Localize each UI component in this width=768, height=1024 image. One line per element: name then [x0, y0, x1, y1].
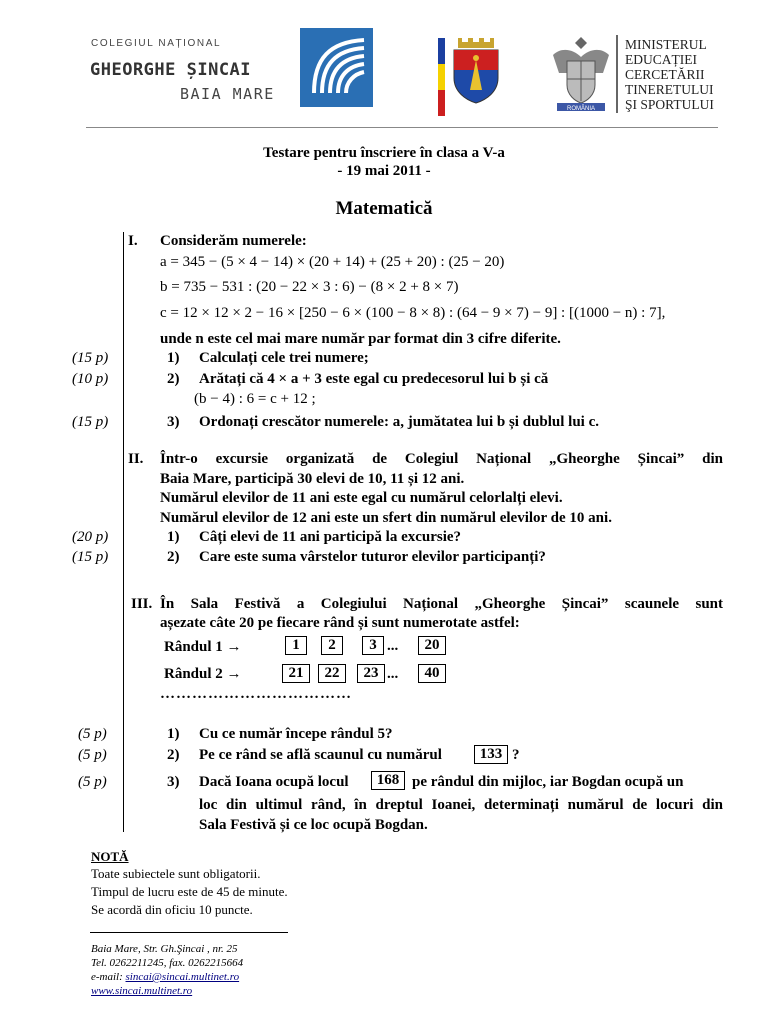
points: (15 p) [72, 549, 109, 565]
romania-coat-of-arms-icon [547, 33, 615, 113]
definition-n: unde n este cel mai mare număr par format din 3 cifre diferite. [160, 331, 561, 347]
problem-text: În Sala Festivă a Colegiului Național „Gheorghe Șincai” scaunele sunt [160, 596, 723, 612]
seat-box: 22 [318, 664, 346, 683]
school-name: GHEORGHE ȘINCAI [90, 60, 252, 80]
section-number: I. [128, 233, 138, 249]
seat-box: 3 [362, 636, 384, 655]
ellipsis: ... [387, 638, 399, 654]
points: (10 p) [72, 371, 109, 387]
item-number: 1) [167, 529, 180, 545]
seat-box: 1 [285, 636, 307, 655]
item-number: 3) [167, 774, 180, 790]
problem-text: așezate câte 20 pe fiecare rând și sunt numerotate astfel: [160, 615, 520, 631]
seat-box: 23 [357, 664, 385, 683]
item-text: Care este suma vârstelor tuturor elevilor participanți? [199, 549, 546, 565]
footer-address: Baia Mare, Str. Gh.Şincai , nr. 25 [91, 943, 238, 955]
ministry-line: EDUCAȚIEI [625, 52, 697, 67]
subject-title: Matematică [335, 198, 433, 219]
problem-text: Într-o excursie organizată de Colegiul Național „Gheorghe Șincai” din [160, 451, 723, 467]
website-link[interactable]: www.sincai.multinet.ro [91, 985, 193, 997]
item-number: 2) [167, 747, 180, 763]
item-text: Dacă Ioana ocupă locul [199, 774, 349, 790]
footer-website [91, 985, 192, 997]
test-title: Testare pentru înscriere în clasa a V-a [263, 145, 505, 161]
ministry-line: ŞI SPORTULUI [625, 97, 714, 112]
ellipsis: ... [387, 666, 399, 682]
points: (15 p) [72, 414, 109, 430]
section-number: II. [128, 451, 144, 467]
item-text: loc din ultimul rând, în dreptul Ioanei, determinați numărul de locuri din [199, 797, 723, 813]
row-label: Rândul 1 → [164, 639, 242, 655]
seat-box: 133 [474, 745, 508, 764]
points: (5 p) [78, 726, 107, 742]
flag-stripe-icon [438, 38, 445, 116]
seat-box: 2 [321, 636, 343, 655]
equation-a: a = 345 − (5 × 4 − 14) × (20 + 14) + (25 + 20) : (25 − 20) [160, 254, 505, 270]
seat-box: 40 [418, 664, 446, 683]
points: (5 p) [78, 774, 107, 790]
equation-c: c = 12 × 12 × 2 − 16 × [250 − 6 × (100 − 8 × 8) : (64 − 9 × 7) − 9] : [(1000 − n) : 7], [160, 305, 666, 321]
dotted-continuation: ……………………………… [160, 686, 352, 702]
note-title: NOTĂ [91, 849, 129, 864]
section-intro: Considerăm numerele: [160, 233, 307, 249]
school-city: BAIA MARE [180, 85, 275, 103]
points: (20 p) [72, 529, 109, 545]
email-link[interactable]: sincai@sincai.multinet.ro [125, 971, 240, 983]
problem-text: Numărul elevilor de 12 ani este un sfert din numărul elevilor de 10 ani. [160, 510, 612, 526]
item-text: Arătați că 4 × a + 3 este egal cu predecesorul lui b și că [199, 371, 549, 387]
footer-phone: Tel. 0262211245, fax. 0262215664 [91, 957, 244, 969]
school-logo-icon [300, 28, 373, 107]
note-line: Timpul de lucru este de 45 de minute. [91, 884, 288, 899]
ministry-line: TINERETULUI [625, 82, 714, 97]
item-number: 3) [167, 414, 180, 430]
item-text: Sala Festivă și ce loc ocupă Bogdan. [199, 817, 428, 833]
item-number: 1) [167, 726, 180, 742]
ministry-line: CERCETĂRII [625, 67, 705, 82]
ministry-bracket [611, 35, 621, 115]
header-divider [86, 127, 718, 128]
item-text: Câți elevi de 11 ani participă la excursie? [199, 529, 462, 545]
problem-text: Baia Mare, participă 30 elevi de 10, 11 și 12 ani. [160, 471, 465, 487]
item-text: Calculați cele trei numere; [199, 350, 369, 366]
item-number: 2) [167, 371, 180, 387]
points: (15 p) [72, 350, 109, 366]
item-text: Ordonați crescător numerele: a, jumătatea lui b și dublul lui c. [199, 414, 599, 430]
points: (5 p) [78, 747, 107, 763]
test-date: - 19 mai 2011 - [337, 163, 431, 179]
margin-line [123, 232, 124, 832]
item-text-tail: pe rândul din mijloc, iar Bogdan ocupă un [412, 774, 684, 790]
item-text-tail: ? [512, 747, 520, 763]
note-line: Toate subiectele sunt obligatorii. [91, 866, 261, 881]
equation-b: b = 735 − 531 : (20 − 22 × 3 : 6) − (8 × 2 + 8 × 7) [160, 279, 459, 295]
footer-divider [90, 932, 288, 933]
footer-email-label: e-mail: [91, 971, 126, 983]
note-line: Se acordă din oficiu 10 puncte. [91, 902, 253, 917]
seat-box: 21 [282, 664, 310, 683]
item-number: 1) [167, 350, 180, 366]
seat-box: 168 [371, 771, 405, 790]
crest-label: ROMÂNIA [566, 106, 596, 112]
ministry-line: MINISTERUL [625, 37, 707, 52]
item-formula: (b − 4) : 6 = c + 12 ; [194, 391, 316, 407]
item-text: Cu ce număr începe rândul 5? [199, 726, 393, 742]
row-label: Rândul 2 → [164, 666, 242, 682]
county-coat-of-arms-icon [452, 38, 500, 104]
school-small-title: COLEGIUL NAȚIONAL [91, 38, 222, 49]
problem-text: Numărul elevilor de 11 ani este egal cu numărul celorlalți elevi. [160, 490, 563, 506]
footer-email [91, 971, 239, 983]
item-number: 2) [167, 549, 180, 565]
section-number: III. [131, 596, 153, 612]
seat-box: 20 [418, 636, 446, 655]
ministry-name [625, 37, 714, 112]
item-text: Pe ce rând se află scaunul cu numărul [199, 747, 442, 763]
